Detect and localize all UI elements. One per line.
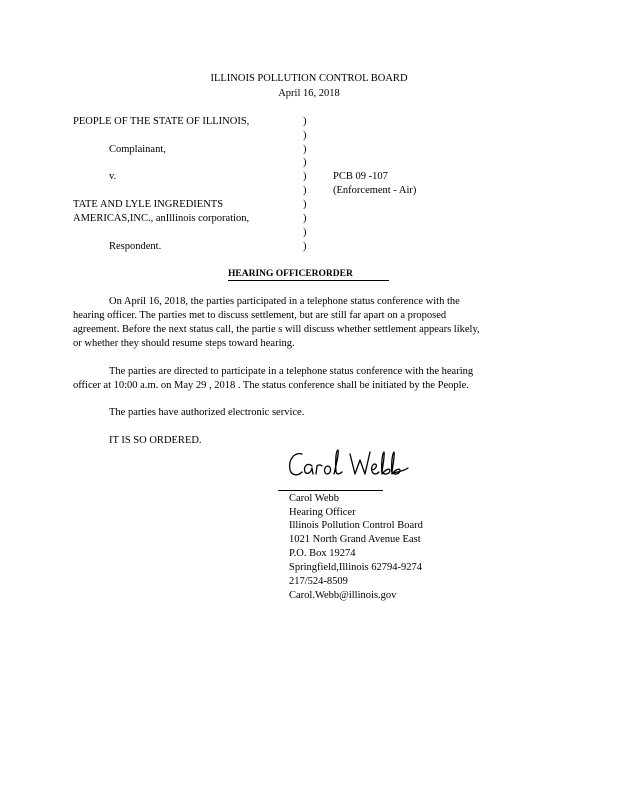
signer-email: Carol.Webb@illinois.gov <box>289 590 397 601</box>
title-underline <box>228 280 389 281</box>
caption-paren: ) <box>303 116 307 127</box>
caption-paren: ) <box>303 199 307 210</box>
complainant-label: Complainant, <box>109 144 166 155</box>
respondent-label: Respondent. <box>109 241 162 252</box>
paragraph-4: IT IS SO ORDERED. <box>109 435 202 446</box>
caption-paren: ) <box>303 227 307 238</box>
paragraph-3: The parties have authorized electronic service. <box>109 407 305 418</box>
caption-paren: ) <box>303 185 307 196</box>
board-name: ILLINOIS POLLUTION CONTROL BOARD <box>210 73 408 84</box>
case-number: PCB 09 -107 <box>333 171 388 182</box>
signer-po-box: P.O. Box 19274 <box>289 548 356 559</box>
case-type: (Enforcement - Air) <box>333 185 417 196</box>
paragraph-2-line-1: The parties are directed to participate in a telephone status conference with the hearing <box>109 366 474 377</box>
respondent-name-line1: TATE AND LYLE INGREDIENTS <box>73 199 224 210</box>
paragraph-1-line-1: On April 16, 2018, the parties participated in a telephone status conference with the <box>109 296 460 307</box>
complainant-name: PEOPLE OF THE STATE OF ILLINOIS, <box>73 116 250 127</box>
signer-name: Carol Webb <box>289 493 339 504</box>
paragraph-1-line-4: or whether they should resume steps toward hearing. <box>73 338 295 349</box>
signer-organization: Illinois Pollution Control Board <box>289 520 423 531</box>
caption-paren: ) <box>303 157 307 168</box>
versus-label: v. <box>109 171 117 182</box>
caption-paren: ) <box>303 241 307 252</box>
caption-paren: ) <box>303 130 307 141</box>
signer-city: Springfield,Illinois 62794-9274 <box>289 562 422 573</box>
signature-line <box>278 490 383 491</box>
document-title: HEARING OFFICERORDER <box>228 269 353 279</box>
respondent-name-line2: AMERICAS,INC., anIllinois corporation, <box>73 213 250 224</box>
signer-street-address: 1021 North Grand Avenue East <box>289 534 421 545</box>
signer-phone: 217/524-8509 <box>289 576 348 587</box>
order-date: April 16, 2018 <box>278 88 340 99</box>
paragraph-1-line-2: hearing officer. The parties met to discuss settlement, but are still far apart on a proposed <box>73 310 447 321</box>
paragraph-1-line-3: agreement. Before the next status call, the partie s will discuss whether settlement appears likely, <box>73 324 480 335</box>
signer-title: Hearing Officer <box>289 507 356 518</box>
caption-paren: ) <box>303 213 307 224</box>
handwritten-signature <box>286 446 416 486</box>
caption-paren: ) <box>303 144 307 155</box>
paragraph-2-line-2: officer at 10:00 a.m. on May 29 , 2018 . The status conference shall be initiated by the People. <box>73 380 469 391</box>
caption-paren: ) <box>303 171 307 182</box>
